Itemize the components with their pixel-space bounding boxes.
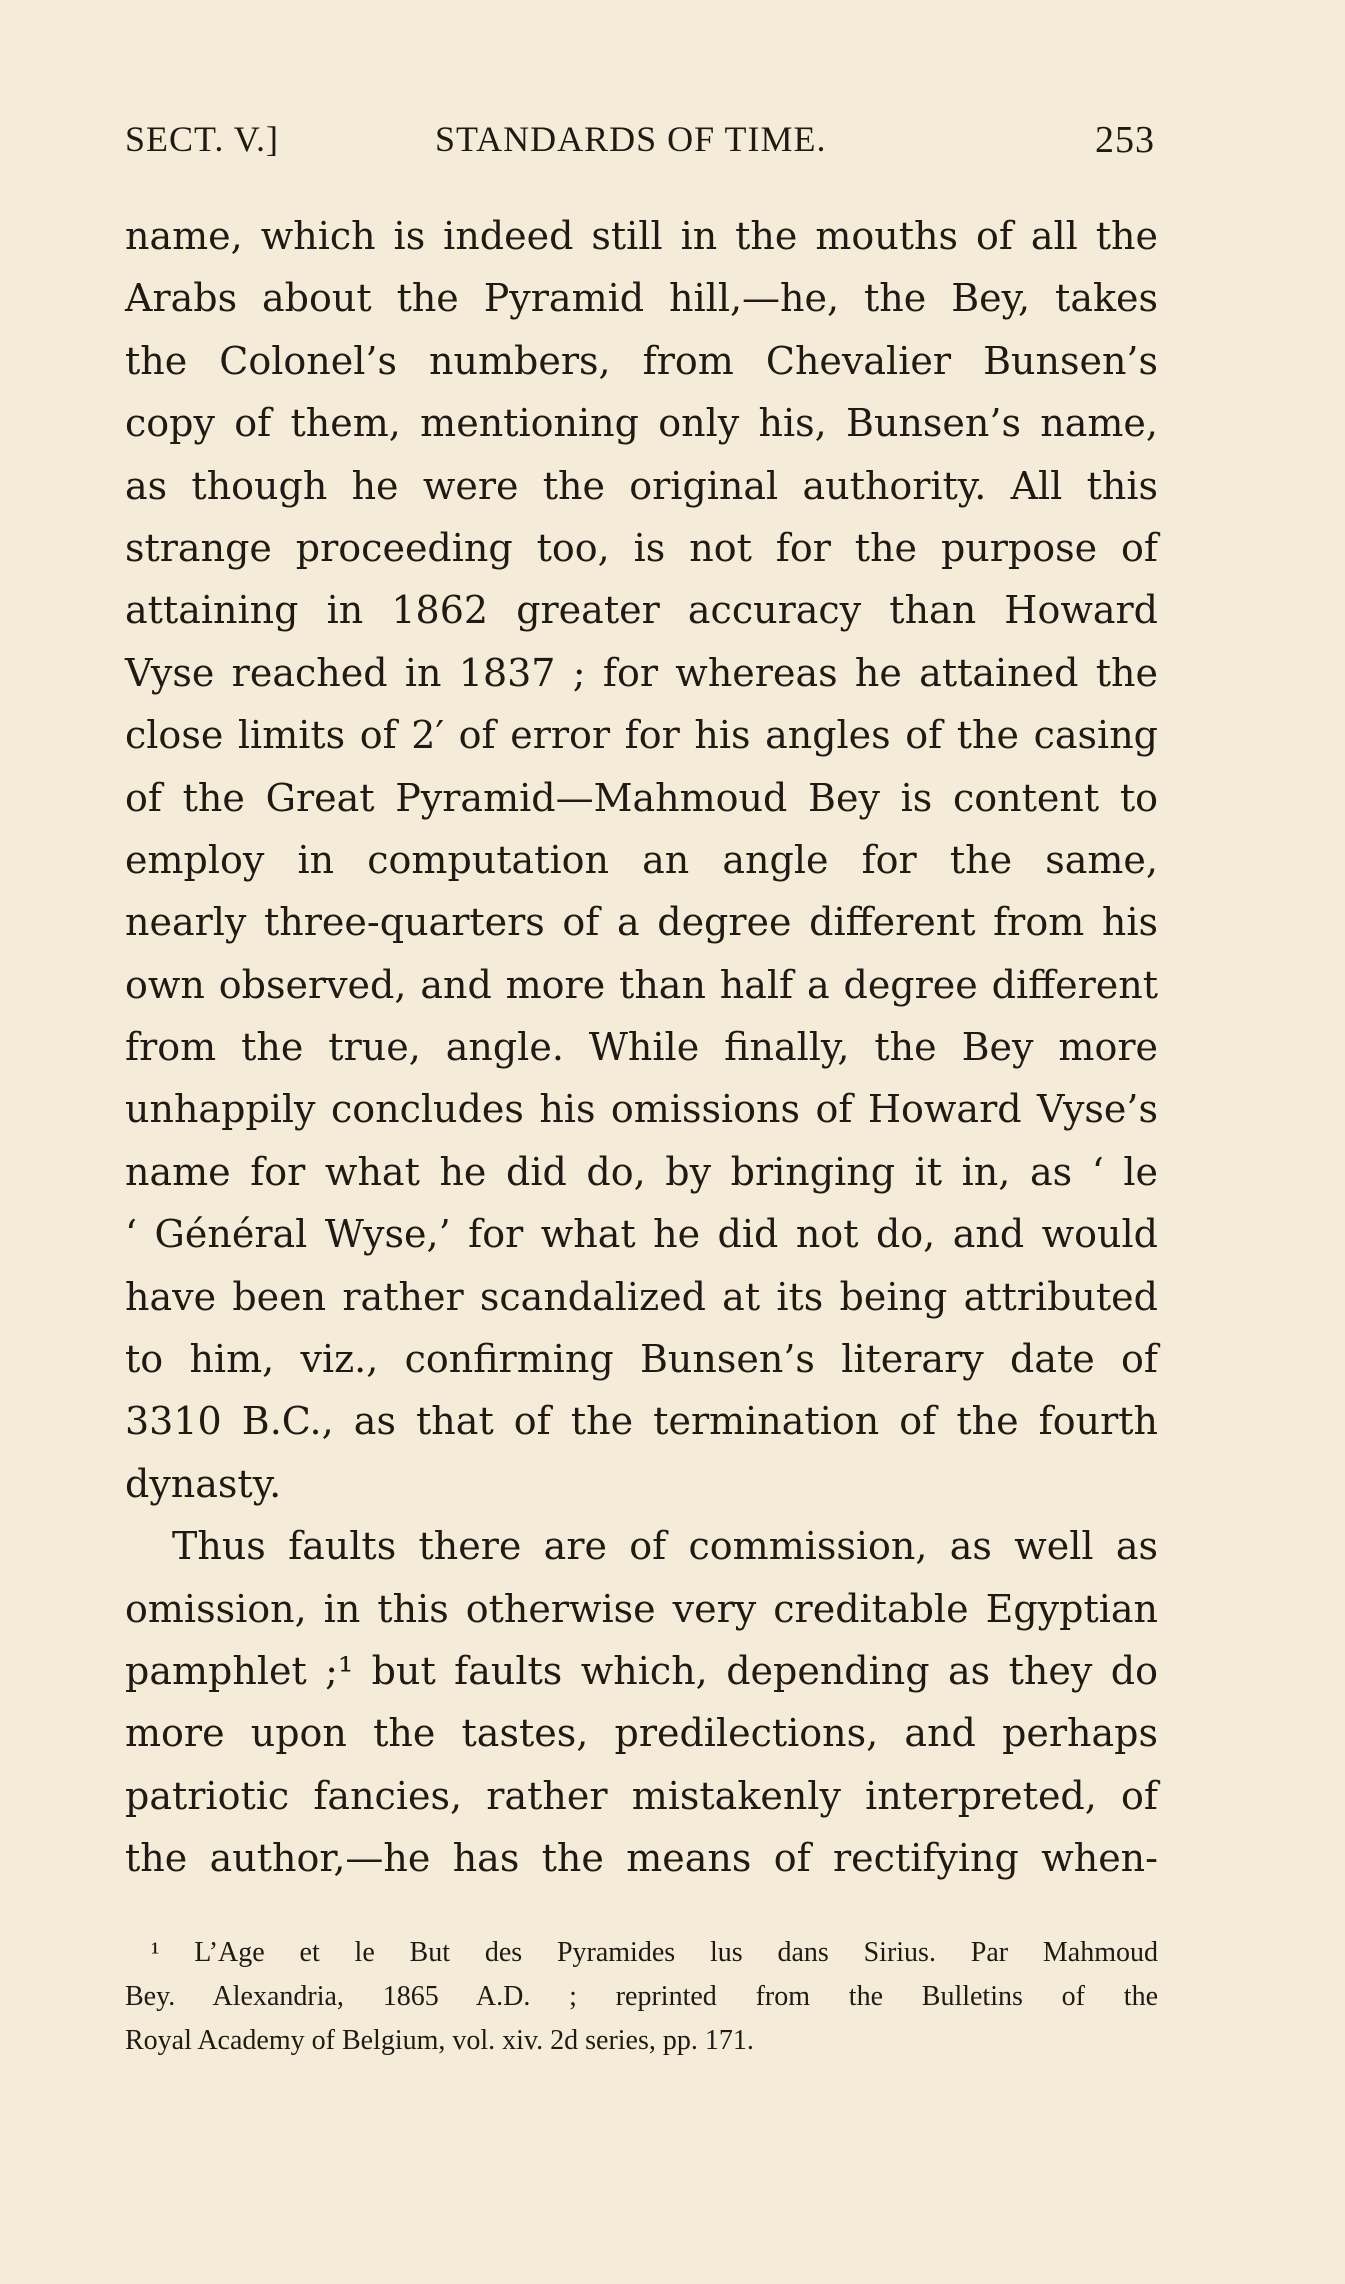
footnotes bbox=[125, 1931, 1158, 2063]
footnote-line: Bey. Alexandria, 1865 A.D. ; reprinted from the Bulletins of the bbox=[125, 1981, 1158, 2012]
text-line: omission, in this otherwise very creditable Egyptian bbox=[125, 1586, 1158, 1631]
text-line: from the true, angle. While finally, the Bey more bbox=[125, 1025, 1158, 1070]
text-line: name for what he did do, by bringing it in, as ‘ le bbox=[125, 1149, 1158, 1194]
footnote-line: ¹ L’Age et le But des Pyramides lus dans Sirius. Par Mahmoud bbox=[151, 1937, 1158, 1968]
text-line: copy of them, mentioning only his, Bunsen’s name, bbox=[125, 401, 1158, 446]
text-line: employ in computation an angle for the same, bbox=[125, 837, 1158, 882]
running-title: STANDARDS OF TIME. bbox=[435, 119, 827, 159]
text-line: strange proceeding too, is not for the purpose of bbox=[125, 525, 1158, 570]
footnote-line: Royal Academy of Belgium, vol. xiv. 2d series, pp. 171. bbox=[125, 2025, 754, 2056]
text-line: to him, viz., confirming Bunsen’s literary date of bbox=[125, 1337, 1158, 1382]
text-line: pamphlet ;¹ but faults which, depending as they do bbox=[125, 1648, 1158, 1693]
text-line: Vyse reached in 1837 ; for whereas he attained the bbox=[125, 650, 1158, 695]
text-line: unhappily concludes his omissions of Howard Vyse’s bbox=[125, 1087, 1158, 1132]
text-line: more upon the tastes, predilections, and perhaps bbox=[125, 1711, 1158, 1756]
text-line: dynasty. bbox=[125, 1461, 282, 1506]
text-line: patriotic fancies, rather mistakenly interpreted, of bbox=[125, 1773, 1158, 1818]
text-line: own observed, and more than half a degree different bbox=[125, 962, 1158, 1007]
body-text bbox=[125, 205, 1158, 1890]
text-line: name, which is indeed still in the mouths of all the bbox=[125, 214, 1158, 258]
text-line: attaining in 1862 greater accuracy than Howard bbox=[125, 588, 1158, 633]
text-line: close limits of 2′ of error for his angles of the casing bbox=[125, 713, 1158, 758]
text-line: Thus faults there are of commission, as well as bbox=[172, 1524, 1158, 1569]
text-line: have been rather scandalized at its being attributed bbox=[125, 1274, 1158, 1319]
text-line: of the Great Pyramid—Mahmoud Bey is content to bbox=[125, 775, 1158, 820]
page-number: 253 bbox=[1095, 119, 1155, 161]
text-line: the author,—he has the means of rectifying when- bbox=[125, 1836, 1158, 1881]
text-line: as though he were the original authority. All this bbox=[125, 463, 1158, 508]
text-line: ‘ Général Wyse,’ for what he did not do, and would bbox=[125, 1212, 1158, 1257]
text-line: nearly three-quarters of a degree different from his bbox=[125, 900, 1158, 945]
text-line: 3310 B.C., as that of the termination of the fourth bbox=[125, 1399, 1158, 1444]
text-line: Arabs about the Pyramid hill,—he, the Bey, takes bbox=[125, 276, 1158, 321]
text-line: the Colonel’s numbers, from Chevalier Bunsen’s bbox=[125, 338, 1158, 383]
running-header bbox=[125, 118, 1155, 168]
section-label: SECT. V.] bbox=[125, 119, 280, 159]
